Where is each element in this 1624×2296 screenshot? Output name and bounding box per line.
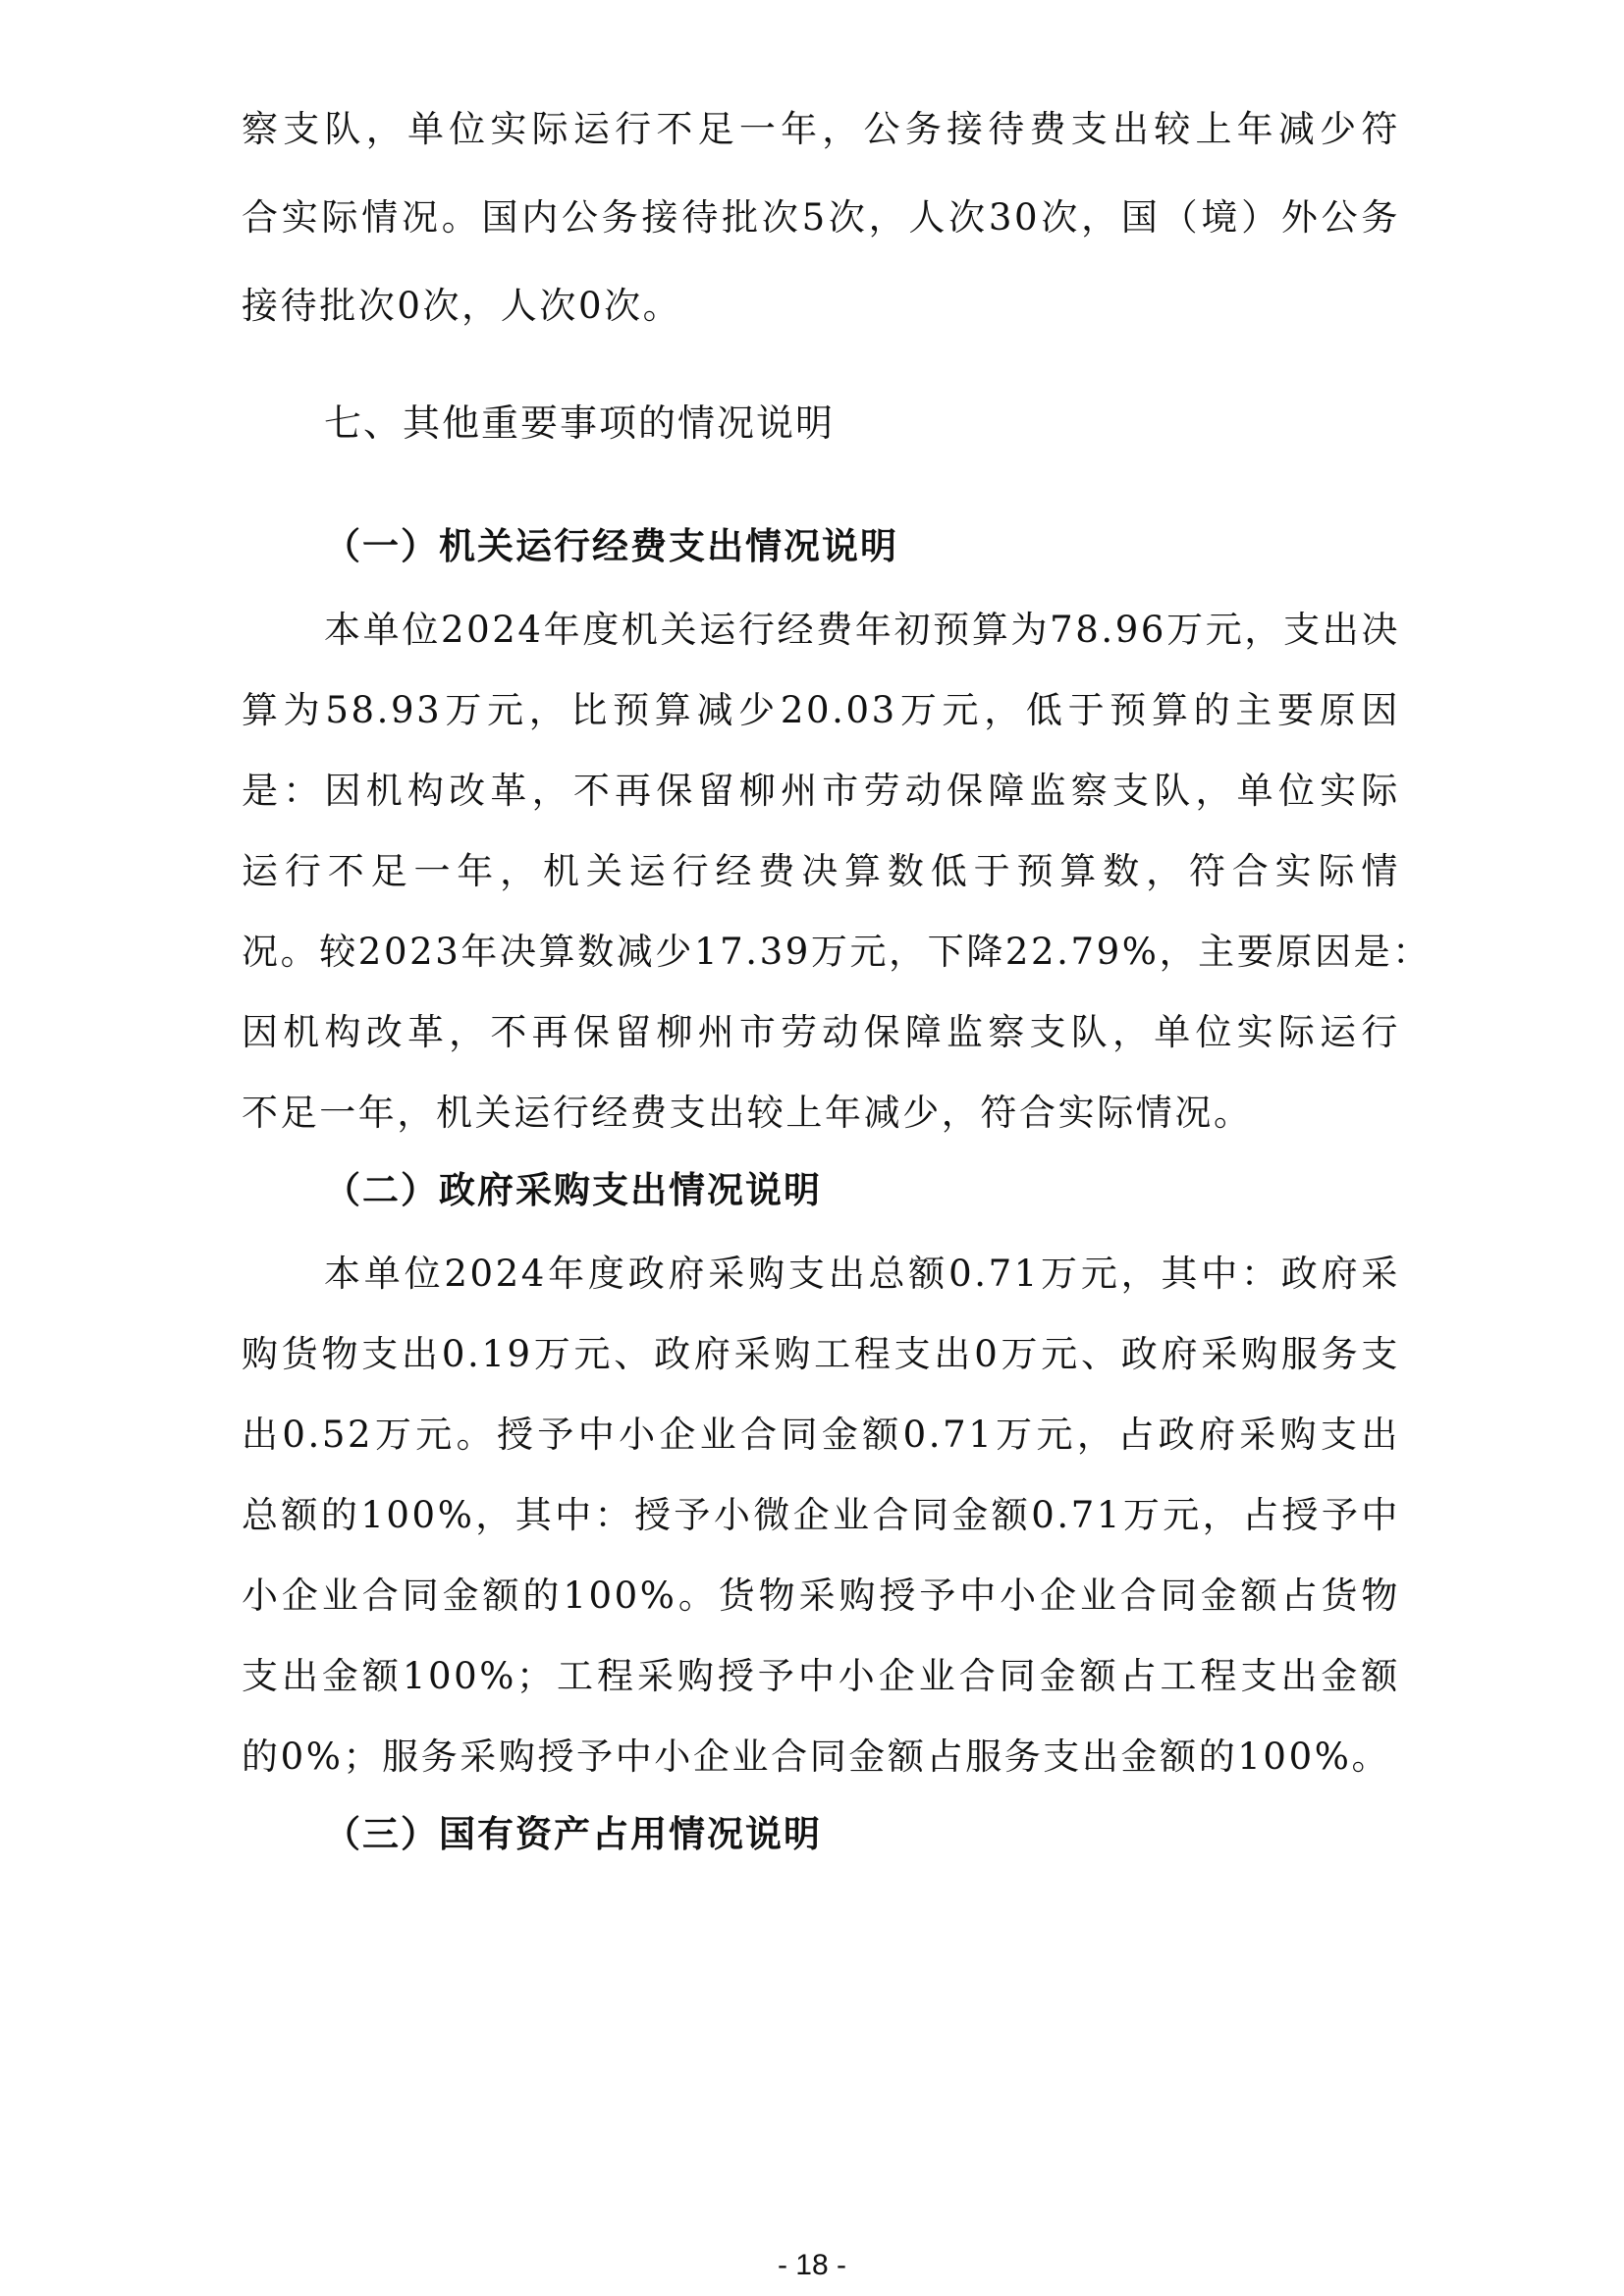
subsection-title-3: （三）国有资产占用情况说明 [324, 1813, 822, 1855]
sub2-line-3: 出0.52万元。授予中小企业合同金额0.71万元，占政府采购支出 [242, 1414, 1400, 1456]
sub2-line-6: 支出金额100%；工程采购授予中小企业合同金额占工程支出金额 [242, 1655, 1400, 1697]
sub2-line-1: 本单位2024年度政府采购支出总额0.71万元，其中：政府采 [324, 1253, 1400, 1295]
sub2-line-4: 总额的100%，其中：授予小微企业合同金额0.71万元，占授予中 [242, 1494, 1400, 1536]
sub2-line-7: 的0%；服务采购授予中小企业合同金额占服务支出金额的100%。 [242, 1735, 1391, 1778]
section-title: 七、其他重要事项的情况说明 [324, 401, 836, 445]
intro-line-2: 合实际情况。国内公务接待批次5次，人次30次，国（境）外公务 [242, 196, 1400, 239]
sub1-line-7: 不足一年，机关运行经费支出较上年减少，符合实际情况。 [242, 1092, 1253, 1134]
sub1-line-2: 算为58.93万元，比预算减少20.03万元，低于预算的主要原因 [242, 689, 1400, 731]
page-number: - 18 - [777, 2249, 847, 2281]
intro-line-1: 察支队，单位实际运行不足一年，公务接待费支出较上年减少符 [242, 108, 1400, 150]
sub2-line-5: 小企业合同金额的100%。货物采购授予中小企业合同金额占货物 [242, 1575, 1400, 1617]
intro-line-3: 接待批次0次，人次0次。 [242, 285, 682, 327]
sub1-line-3: 是：因机构改革，不再保留柳州市劳动保障监察支队，单位实际 [242, 770, 1400, 812]
sub1-line-6: 因机构改革，不再保留柳州市劳动保障监察支队，单位实际运行 [242, 1011, 1400, 1053]
sub1-line-5: 况。较2023年决算数减少17.39万元，下降22.79%，主要原因是： [242, 931, 1432, 973]
sub1-line-4: 运行不足一年，机关运行经费决算数低于预算数，符合实际情 [242, 850, 1400, 892]
sub2-line-2: 购货物支出0.19万元、政府采购工程支出0万元、政府采购服务支 [242, 1333, 1400, 1375]
subsection-title-2: （二）政府采购支出情况说明 [324, 1169, 822, 1211]
subsection-title-1: （一）机关运行经费支出情况说明 [324, 525, 898, 567]
sub1-line-1: 本单位2024年度机关运行经费年初预算为78.96万元，支出决 [324, 609, 1400, 651]
